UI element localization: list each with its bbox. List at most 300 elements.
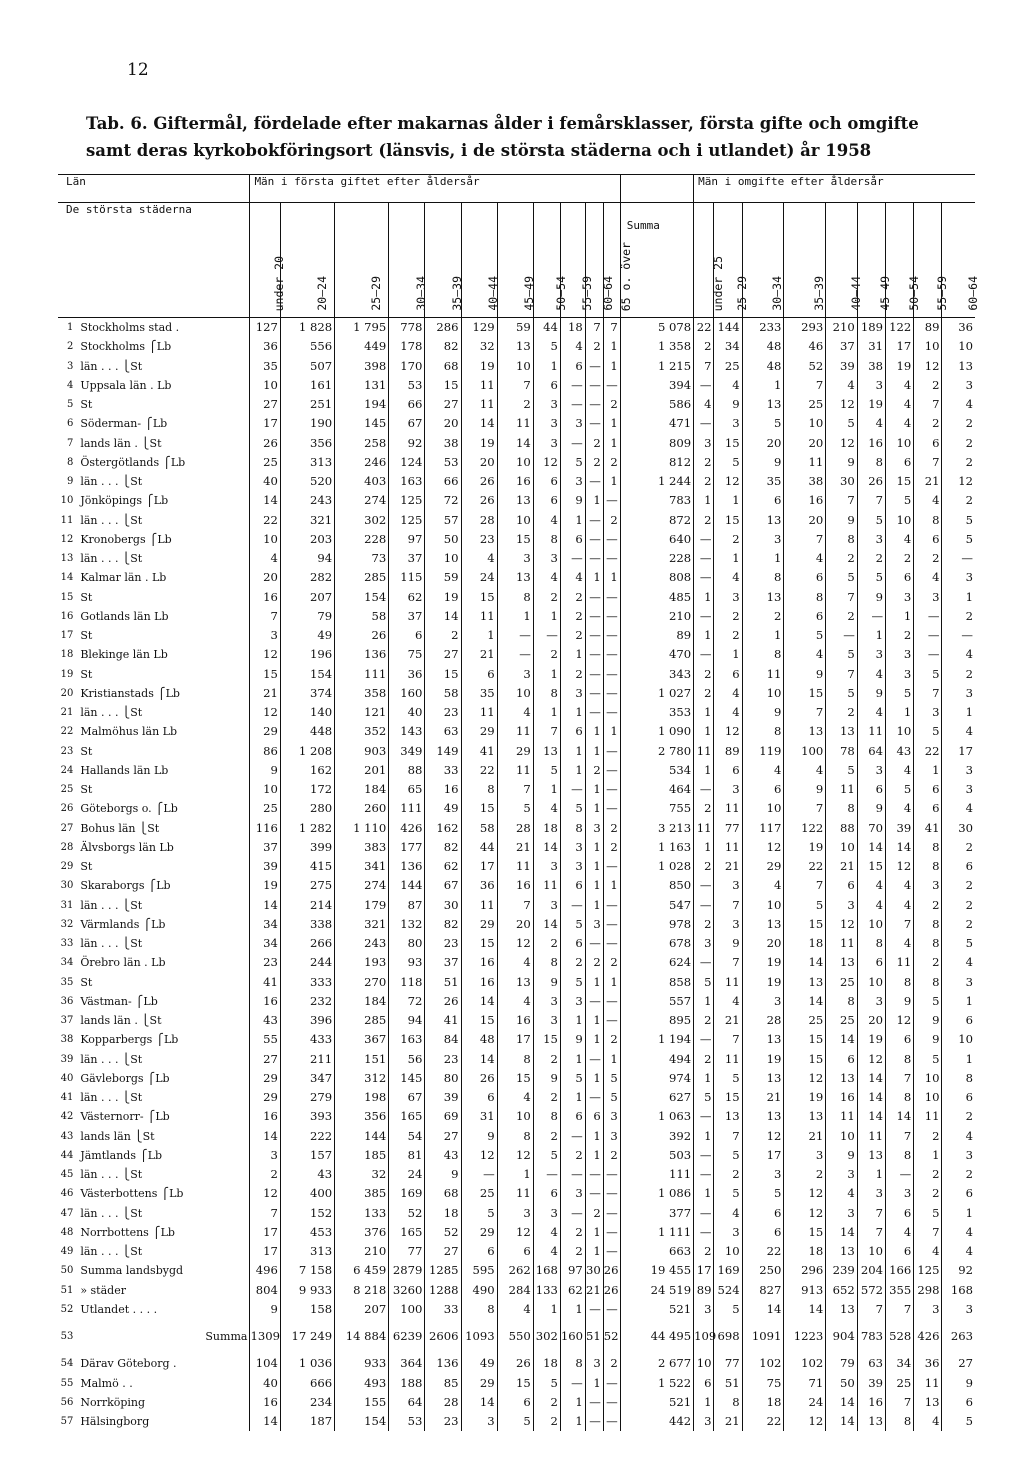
remarriage-cell: 4	[942, 645, 975, 664]
first-marriage-cell: 4	[461, 549, 497, 568]
first-marriage-cell: 165	[389, 1223, 425, 1242]
remarriage-cell: 15	[714, 434, 742, 453]
table-row	[58, 1127, 975, 1146]
remarriage-cell: 1	[742, 626, 784, 645]
first-marriage-cell: 232	[280, 992, 334, 1011]
remarriage-cell: 1	[694, 588, 714, 607]
first-marriage-cell: 97	[389, 530, 425, 549]
table-row	[58, 1281, 975, 1300]
remarriage-cell: 12	[886, 857, 914, 876]
first-marriage-cell: 393	[280, 1107, 334, 1126]
first-marriage-cell: 6	[560, 357, 585, 376]
first-marriage-cell: 2	[250, 1165, 280, 1184]
remarriage-cell: 16	[857, 1393, 885, 1412]
first-marriage-cell: 14	[250, 491, 280, 510]
first-marriage-cell: 4	[533, 568, 560, 587]
first-marriage-cell: 152	[280, 1204, 334, 1223]
first-marriage-cell: 17	[497, 1030, 533, 1049]
remarriage-cell: 6	[742, 1204, 784, 1223]
remarriage-cell: 39	[886, 819, 914, 838]
first-marriage-cell: —	[497, 626, 533, 645]
remarriage-cell: 22	[694, 318, 714, 338]
header-group-remarriage: Män i omgifte efter åldersår	[694, 175, 975, 203]
remarriage-cell: —	[694, 876, 714, 895]
remarriage-cell: 13	[857, 1146, 885, 1165]
table-row	[58, 953, 975, 972]
row-number: 47	[60, 1207, 74, 1219]
first-marriage-cell: 16	[497, 472, 533, 491]
first-marriage-cell: 5	[497, 799, 533, 818]
first-marriage-cell: 58	[425, 684, 461, 703]
remarriage-cell: 13	[742, 588, 784, 607]
row-number: 26	[60, 803, 74, 815]
first-marriage-cell: 132	[389, 915, 425, 934]
first-marriage-cell: 163	[389, 1030, 425, 1049]
table-row	[58, 1300, 975, 1319]
remarriage-cell: 9	[914, 1011, 942, 1030]
remarriage-cell: 19	[857, 1030, 885, 1049]
first-marriage-cell: 11	[461, 376, 497, 395]
first-marriage-cell: 2	[585, 1204, 603, 1223]
remarriage-cell: 4	[714, 703, 742, 722]
remarriage-cell: 3	[714, 780, 742, 799]
row-number: 41	[60, 1092, 74, 1104]
first-marriage-cell: 32	[461, 337, 497, 356]
first-marriage-cell: 520	[280, 472, 334, 491]
remarriage-cell: 9	[857, 684, 885, 703]
remarriage-cell: 25	[784, 395, 826, 414]
first-marriage-cell: 24	[389, 1165, 425, 1184]
first-marriage-cell: 23	[250, 953, 280, 972]
remarriage-cell: 22	[784, 857, 826, 876]
remarriage-cell: 122	[886, 318, 914, 338]
remarriage-cell: 6	[914, 780, 942, 799]
remarriage-cell: 6	[826, 1050, 858, 1069]
remarriage-cell: 524	[714, 1281, 742, 1300]
remarriage-cell: 78	[826, 742, 858, 761]
first-marriage-cell: 8	[497, 1127, 533, 1146]
first-marriage-cell: 15	[497, 530, 533, 549]
remarriage-cell: 4	[742, 876, 784, 895]
table-row	[58, 1088, 975, 1107]
row-label: Göteborgs o. ⎧Lb	[80, 802, 178, 816]
first-marriage-cell: 2	[603, 453, 620, 472]
remarriage-cell: 3	[714, 588, 742, 607]
first-marriage-cell: 804	[250, 1281, 280, 1300]
first-marriage-cell: 2	[560, 1223, 585, 1242]
row-label: Gävleborgs ⎧Lb	[80, 1071, 170, 1085]
remarriage-cell: 19	[784, 838, 826, 857]
row-number: 52	[60, 1303, 74, 1315]
first-marriage-cell: 27	[425, 1127, 461, 1146]
summa-cell: 471	[620, 414, 693, 433]
first-marriage-cell: 15	[461, 934, 497, 953]
remarriage-cell: 7	[886, 1300, 914, 1319]
remarriage-cell: 10	[742, 896, 784, 915]
remarriage-cell: 12	[742, 1127, 784, 1146]
first-marriage-cell: 87	[389, 896, 425, 915]
first-marriage-cell: —	[585, 395, 603, 414]
first-marriage-cell: 8	[497, 588, 533, 607]
remarriage-cell: 30	[942, 819, 975, 838]
first-marriage-cell: 302	[533, 1319, 560, 1346]
first-marriage-cell: 82	[425, 838, 461, 857]
first-marriage-cell: 1	[560, 761, 585, 780]
first-marriage-cell: —	[603, 684, 620, 703]
first-marriage-cell: —	[560, 434, 585, 453]
row-label: » städer	[80, 1283, 126, 1297]
first-marriage-cell: 11	[533, 876, 560, 895]
first-marriage-cell: 5	[533, 337, 560, 356]
first-marriage-cell: 30	[585, 1261, 603, 1280]
header-remarriage-age-0: under 25	[694, 203, 714, 318]
first-marriage-cell: 415	[280, 857, 334, 876]
remarriage-cell: 2	[942, 491, 975, 510]
first-marriage-cell: 6	[560, 934, 585, 953]
first-marriage-cell: 9	[250, 761, 280, 780]
row-label: Hallands län Lb	[80, 763, 169, 777]
remarriage-cell: 2	[714, 626, 742, 645]
remarriage-cell: 5	[784, 626, 826, 645]
first-marriage-cell: 426	[389, 819, 425, 838]
remarriage-cell: 13	[714, 1107, 742, 1126]
remarriage-cell: 64	[857, 742, 885, 761]
first-marriage-cell: 12	[250, 1184, 280, 1203]
first-marriage-cell: 3	[560, 684, 585, 703]
summa-cell: 5 078	[620, 318, 693, 338]
first-marriage-cell: 193	[335, 953, 389, 972]
table-row	[58, 414, 975, 433]
remarriage-cell: 19	[784, 1088, 826, 1107]
table-row	[58, 337, 975, 356]
first-marriage-cell: —	[603, 626, 620, 645]
remarriage-cell: 1	[886, 703, 914, 722]
first-marriage-cell: 14	[497, 434, 533, 453]
remarriage-cell: 2	[694, 857, 714, 876]
remarriage-cell: 4	[914, 1242, 942, 1261]
summa-cell: 210	[620, 607, 693, 626]
first-marriage-cell: 2	[603, 1030, 620, 1049]
remarriage-cell: 75	[742, 1374, 784, 1393]
first-marriage-cell: 16	[461, 973, 497, 992]
first-marriage-cell: 19	[425, 588, 461, 607]
remarriage-cell: 1	[942, 1204, 975, 1223]
first-marriage-cell: 94	[280, 549, 334, 568]
remarriage-cell: 6	[942, 857, 975, 876]
first-marriage-cell: 16	[250, 588, 280, 607]
remarriage-cell: 6	[714, 761, 742, 780]
remarriage-cell: 913	[784, 1281, 826, 1300]
remarriage-cell: 2	[694, 799, 714, 818]
remarriage-cell: —	[694, 1107, 714, 1126]
first-marriage-cell: 490	[461, 1281, 497, 1300]
remarriage-cell: 13	[742, 511, 784, 530]
remarriage-cell: 3	[857, 761, 885, 780]
remarriage-cell: 144	[714, 318, 742, 338]
first-marriage-cell: 7	[497, 780, 533, 799]
remarriage-cell: 5	[914, 992, 942, 1011]
remarriage-cell: 827	[742, 1281, 784, 1300]
remarriage-cell: 36	[942, 318, 975, 338]
remarriage-cell: —	[857, 607, 885, 626]
first-marriage-cell: 25	[250, 799, 280, 818]
first-marriage-cell: 10	[425, 549, 461, 568]
table-row	[58, 588, 975, 607]
remarriage-cell: 34	[886, 1346, 914, 1373]
first-marriage-cell: 6239	[389, 1319, 425, 1346]
summa-cell: 1 358	[620, 337, 693, 356]
first-marriage-cell: 26	[603, 1281, 620, 1300]
table-title	[86, 110, 986, 164]
row-label: län . . . ⎩St	[80, 552, 143, 566]
first-marriage-cell: 270	[335, 973, 389, 992]
first-marriage-cell: 49	[461, 1346, 497, 1373]
first-marriage-cell: 154	[335, 1412, 389, 1431]
table-row	[58, 857, 975, 876]
remarriage-cell: 7	[857, 1223, 885, 1242]
remarriage-cell: 3	[742, 1165, 784, 1184]
first-marriage-cell: 374	[280, 684, 334, 703]
row-label: Hälsingborg	[80, 1415, 150, 1429]
first-marriage-cell: 163	[389, 472, 425, 491]
remarriage-cell: 11	[714, 1050, 742, 1069]
remarriage-cell: 6	[886, 1242, 914, 1261]
first-marriage-cell: 158	[280, 1300, 334, 1319]
first-marriage-cell: 9	[560, 1030, 585, 1049]
first-marriage-cell: 1	[497, 1165, 533, 1184]
first-marriage-cell: 5	[560, 973, 585, 992]
first-marriage-cell: 11	[461, 395, 497, 414]
first-marriage-cell: 9	[560, 491, 585, 510]
first-marriage-cell: 37	[425, 953, 461, 972]
first-marriage-cell: 1	[603, 876, 620, 895]
remarriage-cell: 250	[742, 1261, 784, 1280]
remarriage-cell: 6	[826, 876, 858, 895]
first-marriage-cell: 399	[280, 838, 334, 857]
first-marriage-cell: 5	[533, 1374, 560, 1393]
table-row	[58, 742, 975, 761]
remarriage-cell: 4	[784, 549, 826, 568]
first-marriage-cell: 29	[250, 1088, 280, 1107]
remarriage-cell: 38	[784, 472, 826, 491]
first-marriage-cell: 26	[461, 472, 497, 491]
remarriage-cell: 1	[886, 607, 914, 626]
first-marriage-cell: 2606	[425, 1319, 461, 1346]
remarriage-cell: 528	[886, 1319, 914, 1346]
summa-cell: 808	[620, 568, 693, 587]
remarriage-cell: 8	[886, 1146, 914, 1165]
first-marriage-cell: 2	[585, 953, 603, 972]
first-marriage-cell: 19	[461, 357, 497, 376]
first-marriage-cell: 1	[560, 1050, 585, 1069]
summa-cell: 228	[620, 549, 693, 568]
first-marriage-cell: 3	[603, 1127, 620, 1146]
remarriage-cell: 19	[742, 1050, 784, 1069]
row-label: St	[80, 590, 93, 604]
row-label: St	[80, 744, 93, 758]
first-marriage-cell: 20	[250, 568, 280, 587]
first-marriage-cell: 282	[280, 568, 334, 587]
row-number: 56	[60, 1396, 74, 1408]
first-marriage-cell: 1	[603, 414, 620, 433]
row-number: 42	[60, 1111, 74, 1123]
row-number: 43	[60, 1130, 74, 1142]
first-marriage-cell: 933	[335, 1346, 389, 1373]
first-marriage-cell: 12	[250, 645, 280, 664]
summa-cell: 678	[620, 934, 693, 953]
header-remarriage-age-1: 25—29	[714, 203, 742, 318]
first-marriage-cell: 11	[497, 414, 533, 433]
remarriage-cell: —	[694, 1030, 714, 1049]
first-marriage-cell: 57	[425, 511, 461, 530]
first-marriage-cell: 595	[461, 1261, 497, 1280]
first-marriage-cell: 14 884	[335, 1319, 389, 1346]
remarriage-cell: 3	[694, 434, 714, 453]
first-marriage-cell: 133	[335, 1204, 389, 1223]
remarriage-cell: 9	[826, 1146, 858, 1165]
header-first-age-6: 45—49	[497, 203, 533, 318]
row-number: 50	[60, 1265, 74, 1277]
remarriage-cell: 3	[857, 530, 885, 549]
first-marriage-cell: 321	[280, 511, 334, 530]
table-row	[58, 1242, 975, 1261]
first-marriage-cell: 20	[497, 915, 533, 934]
first-marriage-cell: 37	[389, 549, 425, 568]
first-marriage-cell: 14	[250, 1127, 280, 1146]
row-number: 46	[60, 1188, 74, 1200]
remarriage-cell: 7	[784, 376, 826, 395]
first-marriage-cell: 19	[250, 876, 280, 895]
first-marriage-cell: 40	[389, 703, 425, 722]
first-marriage-cell: 5	[560, 915, 585, 934]
summa-cell: 974	[620, 1069, 693, 1088]
remarriage-cell: 10	[826, 1127, 858, 1146]
first-marriage-cell: 14	[461, 1050, 497, 1069]
row-number: 4	[66, 379, 74, 391]
remarriage-cell: 1	[857, 626, 885, 645]
row-number: 3	[66, 360, 74, 372]
first-marriage-cell: 5	[533, 1146, 560, 1165]
table-row	[58, 1204, 975, 1223]
remarriage-cell: 11	[914, 1107, 942, 1126]
remarriage-cell: 25	[784, 1011, 826, 1030]
first-marriage-cell: 347	[280, 1069, 334, 1088]
summa-cell: 783	[620, 491, 693, 510]
remarriage-cell: 125	[914, 1261, 942, 1280]
first-marriage-cell: 2	[533, 588, 560, 607]
remarriage-cell: 1	[694, 1393, 714, 1412]
first-marriage-cell: 243	[335, 934, 389, 953]
first-marriage-cell: 207	[280, 588, 334, 607]
first-marriage-cell: 2	[603, 1346, 620, 1373]
remarriage-cell: 92	[942, 1261, 975, 1280]
first-marriage-cell: 85	[425, 1374, 461, 1393]
remarriage-cell: 25	[886, 1374, 914, 1393]
remarriage-cell: 4	[942, 1223, 975, 1242]
row-number: 39	[60, 1053, 74, 1065]
remarriage-cell: 4	[886, 1223, 914, 1242]
row-label: St	[80, 783, 93, 797]
summa-cell: 464	[620, 780, 693, 799]
first-marriage-cell: 36	[461, 876, 497, 895]
first-marriage-cell: 1 036	[280, 1346, 334, 1373]
remarriage-cell: 14	[826, 1030, 858, 1049]
first-marriage-cell: 162	[425, 819, 461, 838]
first-marriage-cell: 3	[533, 896, 560, 915]
first-marriage-cell: —	[585, 1050, 603, 1069]
first-marriage-cell: 49	[280, 626, 334, 645]
remarriage-cell: 7	[826, 588, 858, 607]
remarriage-cell: 2	[694, 1050, 714, 1069]
first-marriage-cell: 3	[250, 626, 280, 645]
first-marriage-cell: 1	[585, 1242, 603, 1261]
first-marriage-cell: 2	[533, 645, 560, 664]
header-remarriage-age-2: 30—34	[742, 203, 784, 318]
first-marriage-cell: 6	[533, 376, 560, 395]
row-number: 12	[60, 533, 74, 545]
table-number: Tab. 6.	[86, 114, 148, 133]
first-marriage-cell: 11	[497, 761, 533, 780]
remarriage-cell: 7	[886, 915, 914, 934]
first-marriage-cell: —	[585, 1184, 603, 1203]
first-marriage-cell: 6	[389, 626, 425, 645]
row-label: län . . . ⎩St	[80, 1245, 143, 1259]
first-marriage-cell: 258	[335, 434, 389, 453]
remarriage-cell: 7	[826, 665, 858, 684]
first-marriage-cell: 15	[461, 1011, 497, 1030]
header-remarriage-age-6: 50—54	[886, 203, 914, 318]
remarriage-cell: 7	[857, 1300, 885, 1319]
remarriage-cell: 13	[826, 1300, 858, 1319]
remarriage-cell: 783	[857, 1319, 885, 1346]
first-marriage-cell: 10	[250, 376, 280, 395]
first-marriage-cell: 170	[389, 357, 425, 376]
remarriage-cell: 3	[942, 376, 975, 395]
remarriage-cell: 11	[886, 953, 914, 972]
first-marriage-cell: 34	[250, 934, 280, 953]
remarriage-cell: 109	[694, 1319, 714, 1346]
first-marriage-cell: 211	[280, 1050, 334, 1069]
remarriage-cell: 13	[826, 1242, 858, 1261]
first-marriage-cell: 66	[425, 472, 461, 491]
row-number: 23	[60, 745, 74, 757]
remarriage-cell: 13	[742, 395, 784, 414]
row-number: 18	[60, 649, 74, 661]
first-marriage-cell: 2	[560, 626, 585, 645]
remarriage-cell: —	[694, 645, 714, 664]
remarriage-cell: 7	[857, 491, 885, 510]
first-marriage-cell: 1288	[425, 1281, 461, 1300]
first-marriage-cell: 262	[497, 1261, 533, 1280]
table-row	[58, 1374, 975, 1393]
remarriage-cell: 5	[886, 780, 914, 799]
remarriage-cell: 2	[914, 896, 942, 915]
first-marriage-cell: 284	[497, 1281, 533, 1300]
remarriage-cell: 13	[742, 1107, 784, 1126]
first-marriage-cell: 396	[280, 1011, 334, 1030]
header-first-age-10: 65 o. över	[603, 203, 620, 318]
remarriage-cell: 6	[886, 1030, 914, 1049]
remarriage-cell: 11	[857, 722, 885, 741]
remarriage-cell: 18	[784, 934, 826, 953]
first-marriage-cell: 6	[560, 530, 585, 549]
remarriage-cell: 1	[694, 838, 714, 857]
remarriage-cell: 7	[714, 1030, 742, 1049]
row-number: 38	[60, 1034, 74, 1046]
table-row	[58, 722, 975, 741]
remarriage-cell: 4	[942, 1127, 975, 1146]
remarriage-cell: 3	[694, 934, 714, 953]
